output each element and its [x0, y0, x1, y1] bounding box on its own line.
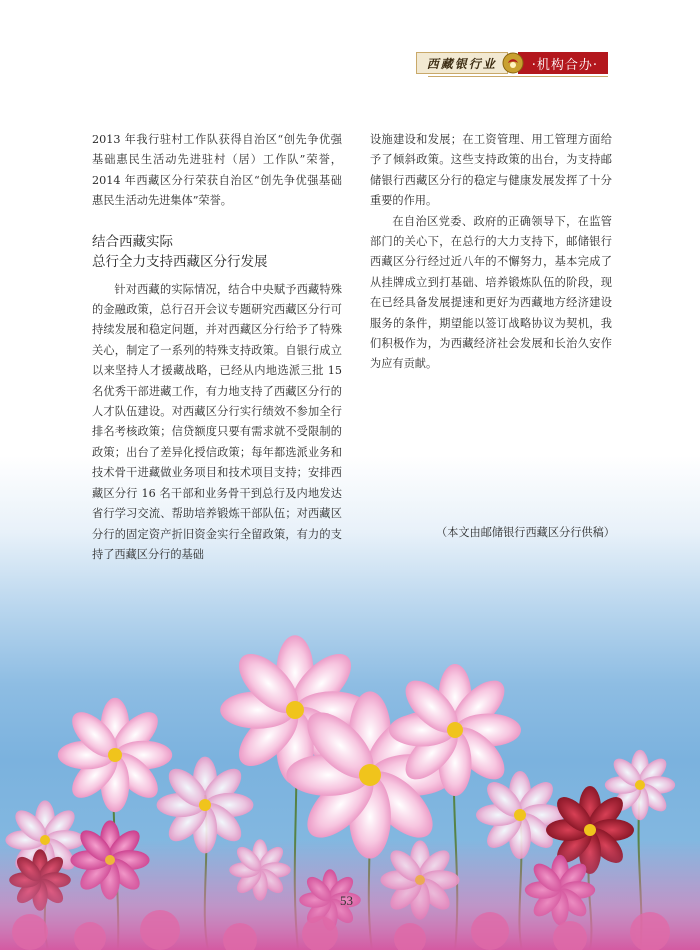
article-credit: （本文由邮储银行西藏区分行供稿） [435, 526, 615, 539]
left-column [92, 130, 342, 565]
page-number: 53 [340, 893, 353, 908]
section-header [416, 52, 608, 74]
section-heading-line: 结合西藏实际 [92, 233, 173, 250]
cosmos-flower-image [0, 560, 700, 950]
paragraph: 在自治区党委、政府的正确领导下，在监管部门的关心下，在总行的大力支持下，邮储银行西藏区分行经过近八年的不懈努力，基本完成了从挂牌成立到打基础、培养锻炼队伍的阶段，现在已经具备发展提速和更好为西藏地方经济建设服务的条件，期望能以签订战略协议为契机，我们积极作为，为西藏经济社会发展和长治久安作为应有贡献。 [370, 214, 612, 371]
right-column [370, 130, 612, 375]
paragraph: 设施建设和发展；在工资管理、用工管理方面给予了倾斜政策。这些支持政策的出台，为支持邮储银行西藏区分行的稳定与健康发展发挥了十分重要的作用。 [370, 133, 612, 208]
section-header-left: 西藏银行业 [416, 52, 508, 74]
header-rule [428, 76, 608, 77]
section-heading-line: 总行全力支持西藏区分行发展 [92, 253, 268, 270]
section-header-right: ·机构合办· [518, 52, 608, 74]
paragraph: 2013 年我行驻村工作队获得自治区“创先争优强基础惠民生活动先进驻村（居）工作队”荣誉，2014 年西藏区分行荣获自治区“创先争优强基础惠民生活动先进集体”荣誉。 [92, 133, 342, 208]
bank-emblem-icon [502, 52, 524, 74]
paragraph: 针对西藏的实际情况，结合中央赋予西藏特殊的金融政策，总行召开会议专题研究西藏区分行可持续发展和稳定问题，并对西藏区分行给予了特殊关心，制定了一系列的特殊支持政策。自银行成立以来坚持人才援藏战略，已经从内地选派三批 15 名优秀干部进藏工作，有力地支持了西藏区分行的人才队伍建设。对西藏区分行实行绩效不参加全行排名考核政策；信贷额度只要有需求就不受限制的政策；出台了差异化授信政策；每年都选派业务和技术骨干进藏做业务项目和技术项目支持；安排西藏区分行 16 名干部和业务骨干到总行及内地发达省行学习交流、帮助培养锻炼干部队伍；对西藏区分行的固定资产折旧资金实行全留政策，有力的支持了西藏区分行的基础 [92, 282, 342, 561]
section-heading [92, 232, 342, 272]
